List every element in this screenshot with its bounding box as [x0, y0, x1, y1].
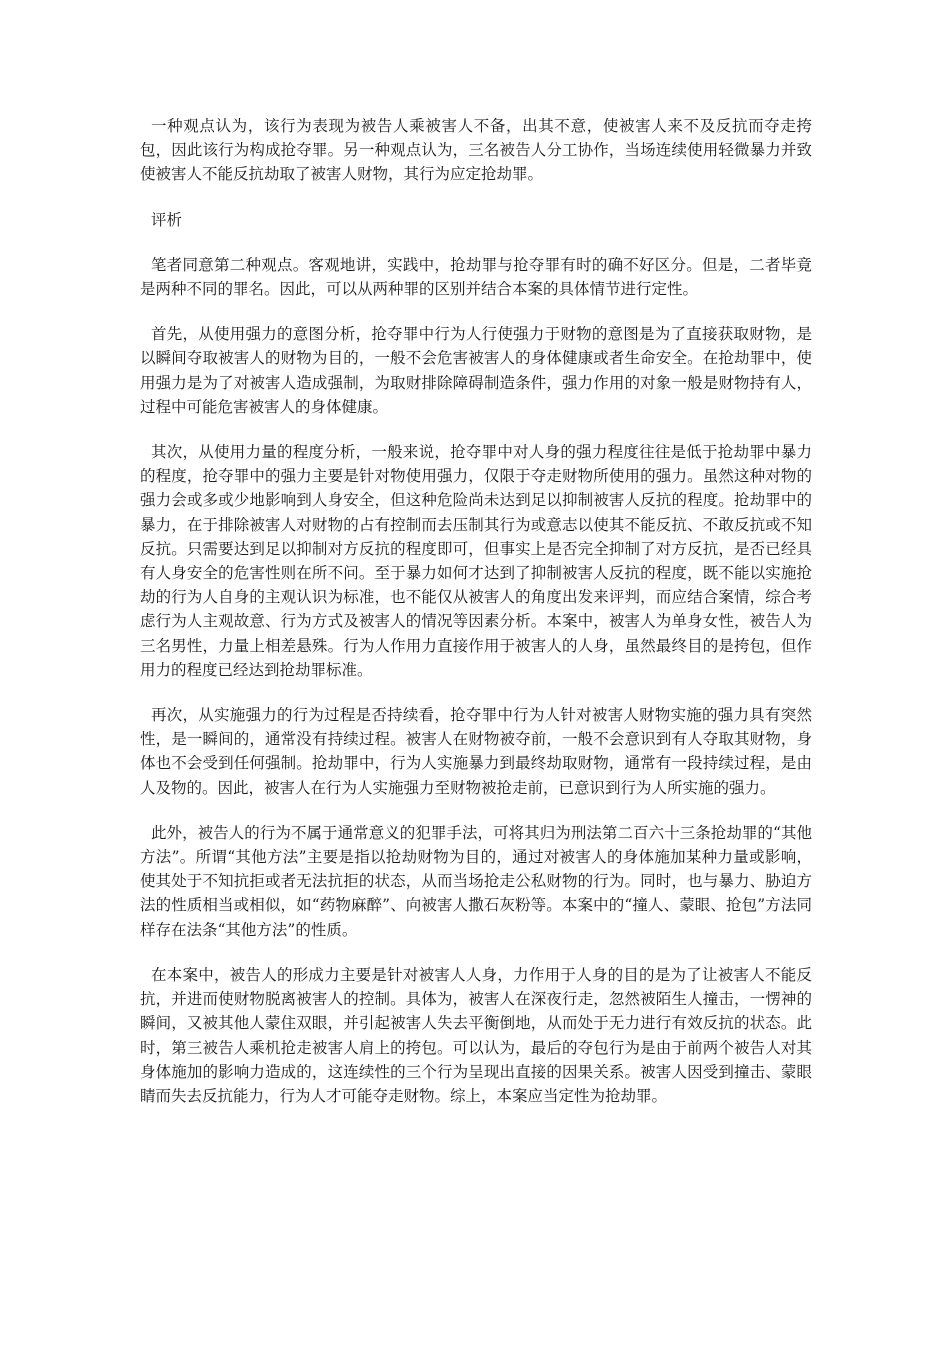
paragraph-conclusion: 在本案中，被告人的形成力主要是针对被害人人身，力作用于人身的目的是为了让被害人不能反抗，并进而使财物脱离被害人的控制。具体为，被害人在深夜行走，忽然被陌生人撞击，一愣神的瞬间，又被其他人蒙住双眼，并引起被害人失去平衡倒地，从而处于无力进行有效反抗的状态。此时，第三被告人乘机抢走被害人肩上的挎包。可以认为，最后的夺包行为是由于前两个被告人对其身体施加的影响力造成的，这连续性的三个行为呈现出直接的因果关系。被害人因受到撞击、蒙眼睛而失去反抗能力，行为人才可能夺走财物。综上，本案应当定性为抢劫罪。	[140, 965, 812, 1105]
paragraph-first-view: 一种观点认为，该行为表现为被告人乘被害人不备，出其不意，使被害人来不及反抗而夺走挎包，因此该行为构成抢夺罪。另一种观点认为，三名被告人分工协作，当场连续使用轻微暴力并致使被害人不能反抗劫取了被害人财物，其行为应定抢劫罪。	[140, 117, 812, 184]
paragraph-third-point: 再次，从实施强力的行为过程是否持续看，抢夺罪中行为人针对被害人财物实施的强力具有突然性，是一瞬间的，通常没有持续过程。被害人在财物被夺前，一般不会意识到有人夺取其财物，身体也不会受到任何强制。抢劫罪中，行为人实施暴力到最终劫取财物，通常有一段持续过程，是由人及物的。因此，被害人在行为人实施强力至财物被抢走前，已意识到行为人所实施的强力。	[140, 706, 812, 797]
paragraph-second-point: 其次，从使用力量的程度分析，一般来说，抢夺罪中对人身的强力程度往往是低于抢劫罪中暴力的程度，抢夺罪中的强力主要是针对物使用强力，仅限于夺走财物所使用的强力。虽然这种对物的强力会或多或少地影响到人身安全，但这种危险尚未达到足以抑制被害人反抗的程度。抢劫罪中的暴力，在于排除被害人对财物的占有控制而去压制其行为或意志以使其不能反抗、不敢反抗或不知反抗。只需要达到足以抑制对方反抗的程度即可，但事实上是否完全抑制了对方反抗，是否已经具有人身安全的危害性则在所不问。至于暴力如何才达到了抑制被害人反抗的程度，既不能以实施抢劫的行为人自身的主观认识为标准，也不能仅从被害人的角度出发来评判，而应结合案情，综合考虑行为人主观故意、行为方式及被害人的情况等因素分析。本案中，被害人为单身女性，被告人为三名男性，力量上相差悬殊。行为人作用力直接作用于被害人的人身，虽然最终目的是挎包，但作用力的程度已经达到抢劫罪标准。	[140, 443, 812, 679]
document-body	[140, 114, 812, 1129]
paragraph-first-point: 首先，从使用强力的意图分析，抢夺罪中行为人行使强力于财物的意图是为了直接获取财物，是以瞬间夺取被害人的财物为目的，一般不会危害被害人的身体健康或者生命安全。在抢劫罪中，使用强力是为了对被害人造成强制，为取财排除障碍制造条件，强力作用的对象一般是财物持有人，过程中可能危害被害人的身体健康。	[140, 325, 812, 416]
section-heading-analysis: 评析	[151, 210, 183, 229]
paragraph-author-opinion: 笔者同意第二种观点。客观地讲，实践中，抢劫罪与抢夺罪有时的确不好区分。但是，二者毕竟是两种不同的罪名。因此，可以从两种罪的区别并结合本案的具体情节进行定性。	[140, 255, 812, 299]
paragraph-other-methods: 此外，被告人的行为不属于通常意义的犯罪手法，可将其归为刑法第二百六十三条抢劫罪的“其他方法”。所谓“其他方法”主要是指以抢劫财物为目的，通过对被害人的身体施加某种力量或影响，使其处于不知抗拒或者无法抗拒的状态，从而当场抢走公私财物的行为。同时，也与暴力、胁迫方法的性质相当或相似，如“药物麻醉”、向被害人撒石灰粉等。本案中的“撞人、蒙眼、抢包”方法同样存在法条“其他方法”的性质。	[140, 823, 812, 939]
